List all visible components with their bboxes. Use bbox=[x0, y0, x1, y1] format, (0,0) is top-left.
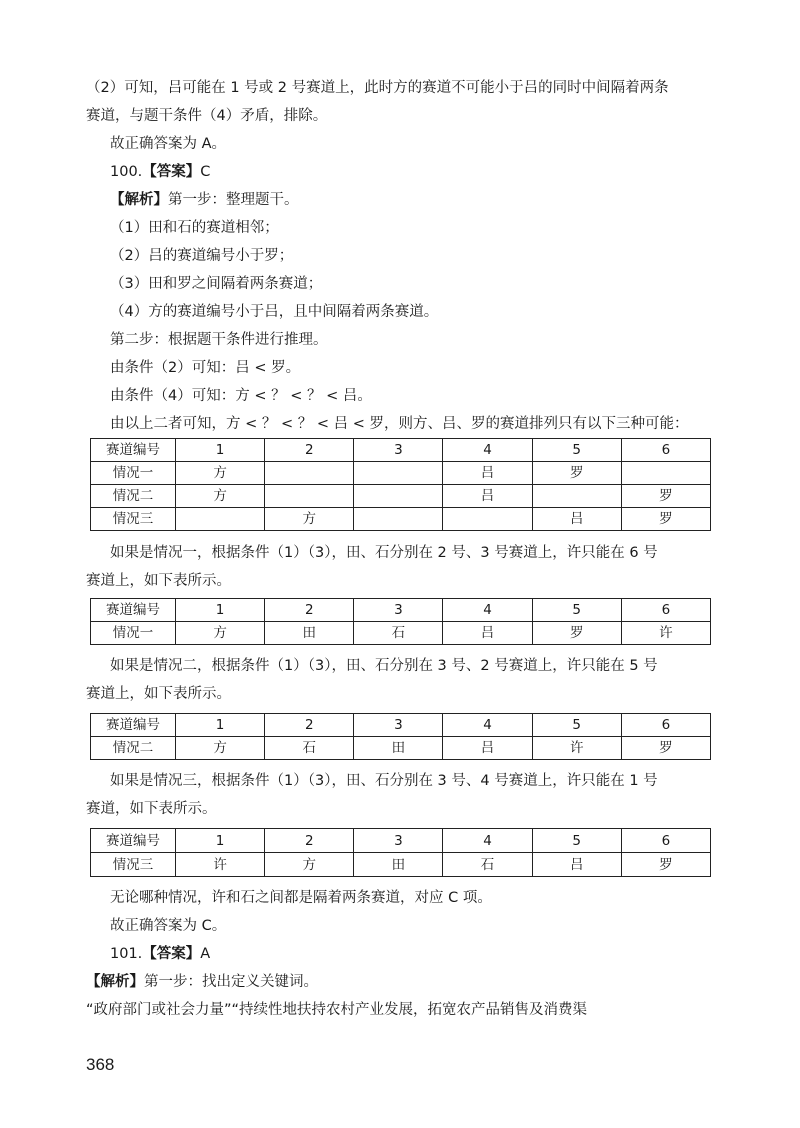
table-cell: 田 bbox=[265, 622, 354, 645]
table-cell: 罗 bbox=[621, 508, 710, 531]
table-cell: 吕 bbox=[532, 508, 621, 531]
table-cell: 方 bbox=[265, 508, 354, 531]
table-cell: 方 bbox=[176, 462, 265, 485]
table-cell: 5 bbox=[532, 599, 621, 622]
table-cell: 方 bbox=[265, 853, 354, 877]
table-cell bbox=[621, 462, 710, 485]
table-cell: 吕 bbox=[443, 737, 532, 760]
table-cell: 5 bbox=[532, 829, 621, 853]
table-cell bbox=[265, 462, 354, 485]
answer-tag: 【答案】 bbox=[142, 946, 201, 962]
paragraph-line: 如果是情况一，根据条件（1）（3），田、石分别在 2 号、3 号赛道上，许只能在 6 号 bbox=[110, 545, 658, 561]
table-cell: 6 bbox=[621, 439, 710, 462]
table-cell: 6 bbox=[621, 599, 710, 622]
table-cell: 吕 bbox=[443, 622, 532, 645]
table-cell: 吕 bbox=[443, 462, 532, 485]
paragraph-line: 如果是情况三，根据条件（1）（3），田、石分别在 3 号、4 号赛道上，许只能在 1 号 bbox=[110, 773, 658, 789]
question-101-answer bbox=[110, 944, 210, 964]
table-cell: 2 bbox=[265, 439, 354, 462]
table-cell bbox=[176, 508, 265, 531]
question-number: 100. bbox=[110, 164, 143, 180]
table-cell: 3 bbox=[354, 714, 443, 737]
condition-line: （1）田和石的赛道相邻； bbox=[110, 220, 279, 236]
table-cell: 情况一 bbox=[91, 622, 176, 645]
table-cell: 情况二 bbox=[91, 737, 176, 760]
analysis-heading bbox=[86, 972, 318, 992]
table-cell: 赛道编号 bbox=[91, 439, 176, 462]
question-number: 101. bbox=[110, 946, 143, 962]
analysis-tag: 【解析】 bbox=[110, 192, 168, 208]
reasoning-line: 由以上二者可知，方 < ？ < ？ < 吕 < 罗，则方、吕、罗的赛道排列只有以下三种可能： bbox=[110, 416, 689, 432]
question-100-answer bbox=[110, 162, 210, 182]
table-cell: 许 bbox=[176, 853, 265, 877]
table-cell: 石 bbox=[354, 622, 443, 645]
paragraph-line: （2）可知，吕可能在 1 号或 2 号赛道上，此时方的赛道不可能小于吕的同时中间隔着两条 bbox=[86, 80, 669, 96]
table-cell: 情况三 bbox=[91, 853, 176, 877]
table-cell: 情况二 bbox=[91, 485, 176, 508]
table-cell bbox=[354, 508, 443, 531]
paragraph-line: “政府部门或社会力量”“持续性地扶持农村产业发展，拓宽农产品销售及消费渠 bbox=[86, 1002, 588, 1018]
table-cell: 方 bbox=[176, 622, 265, 645]
table-cell: 方 bbox=[176, 737, 265, 760]
table-cell: 吕 bbox=[443, 485, 532, 508]
table-cell: 1 bbox=[176, 599, 265, 622]
conclusion-line: 故正确答案为 C。 bbox=[110, 918, 227, 934]
table-cell: 5 bbox=[532, 439, 621, 462]
table-cell: 罗 bbox=[621, 853, 710, 877]
table-cell: 6 bbox=[621, 829, 710, 853]
table-cell: 2 bbox=[265, 829, 354, 853]
table-cell bbox=[443, 508, 532, 531]
paragraph-line: 赛道上，如下表所示。 bbox=[86, 573, 231, 589]
table-cell: 许 bbox=[621, 622, 710, 645]
table-cell: 6 bbox=[621, 714, 710, 737]
answer-letter: A bbox=[200, 946, 211, 962]
table-cell: 4 bbox=[443, 714, 532, 737]
table-cell: 2 bbox=[265, 599, 354, 622]
table-cell: 石 bbox=[443, 853, 532, 877]
paragraph-line: 赛道，与题干条件（4）矛盾，排除。 bbox=[86, 108, 328, 124]
table-cell: 石 bbox=[265, 737, 354, 760]
condition-line: （3）田和罗之间隔着两条赛道； bbox=[110, 276, 323, 292]
conclusion-line: 故正确答案为 A。 bbox=[110, 136, 227, 152]
page-number: 368 bbox=[86, 1055, 115, 1074]
table-cell: 5 bbox=[532, 714, 621, 737]
case3-table bbox=[90, 828, 711, 877]
table-cell: 罗 bbox=[621, 737, 710, 760]
table-cell: 1 bbox=[176, 829, 265, 853]
table-cell: 赛道编号 bbox=[91, 599, 176, 622]
table-cell: 许 bbox=[532, 737, 621, 760]
answer-tag: 【答案】 bbox=[142, 164, 201, 180]
table-cell: 方 bbox=[176, 485, 265, 508]
table-cell bbox=[265, 485, 354, 508]
table-row bbox=[91, 508, 711, 531]
table-header-row bbox=[91, 439, 711, 462]
case2-table bbox=[90, 713, 711, 760]
analysis-tag: 【解析】 bbox=[86, 974, 144, 990]
table-cell: 4 bbox=[443, 599, 532, 622]
condition-line: （4）方的赛道编号小于吕，且中间隔着两条赛道。 bbox=[110, 304, 439, 320]
table-row bbox=[91, 485, 711, 508]
table-header-row bbox=[91, 714, 711, 737]
table-cell: 2 bbox=[265, 714, 354, 737]
analysis-text: 第一步：整理题干。 bbox=[168, 192, 299, 208]
table-header-row bbox=[91, 829, 711, 853]
case1-table bbox=[90, 598, 711, 645]
table-cell: 3 bbox=[354, 599, 443, 622]
analysis-text: 第一步：找出定义关键词。 bbox=[144, 974, 318, 990]
analysis-heading bbox=[110, 190, 299, 210]
table-cell: 3 bbox=[354, 829, 443, 853]
table-cell: 4 bbox=[443, 439, 532, 462]
table-cell: 1 bbox=[176, 439, 265, 462]
table-row bbox=[91, 853, 711, 877]
table-row bbox=[91, 737, 711, 760]
table-cell: 罗 bbox=[532, 462, 621, 485]
paragraph-line: 赛道，如下表所示。 bbox=[86, 801, 217, 817]
possibilities-table bbox=[90, 438, 711, 531]
condition-line: （2）吕的赛道编号小于罗； bbox=[110, 248, 294, 264]
table-cell: 3 bbox=[354, 439, 443, 462]
table-header-row bbox=[91, 599, 711, 622]
reasoning-line: 由条件（2）可知：吕 < 罗。 bbox=[110, 360, 301, 376]
table-row bbox=[91, 462, 711, 485]
table-cell: 罗 bbox=[532, 622, 621, 645]
paragraph-line: 无论哪种情况，许和石之间都是隔着两条赛道，对应 C 项。 bbox=[110, 890, 492, 906]
table-cell: 吕 bbox=[532, 853, 621, 877]
table-cell: 情况一 bbox=[91, 462, 176, 485]
table-cell: 情况三 bbox=[91, 508, 176, 531]
table-cell: 1 bbox=[176, 714, 265, 737]
paragraph-line: 赛道上，如下表所示。 bbox=[86, 686, 231, 702]
step-line: 第二步：根据题干条件进行推理。 bbox=[110, 332, 328, 348]
reasoning-line: 由条件（4）可知：方 < ？ < ？ < 吕。 bbox=[110, 388, 372, 404]
table-cell: 4 bbox=[443, 829, 532, 853]
table-cell: 田 bbox=[354, 853, 443, 877]
table-cell: 赛道编号 bbox=[91, 829, 176, 853]
table-row bbox=[91, 622, 711, 645]
table-cell bbox=[532, 485, 621, 508]
table-cell bbox=[354, 485, 443, 508]
answer-letter: C bbox=[200, 164, 211, 180]
table-cell bbox=[354, 462, 443, 485]
paragraph-line: 如果是情况二，根据条件（1）（3），田、石分别在 3 号、2 号赛道上，许只能在 5 号 bbox=[110, 658, 658, 674]
table-cell: 田 bbox=[354, 737, 443, 760]
table-cell: 罗 bbox=[621, 485, 710, 508]
table-cell: 赛道编号 bbox=[91, 714, 176, 737]
